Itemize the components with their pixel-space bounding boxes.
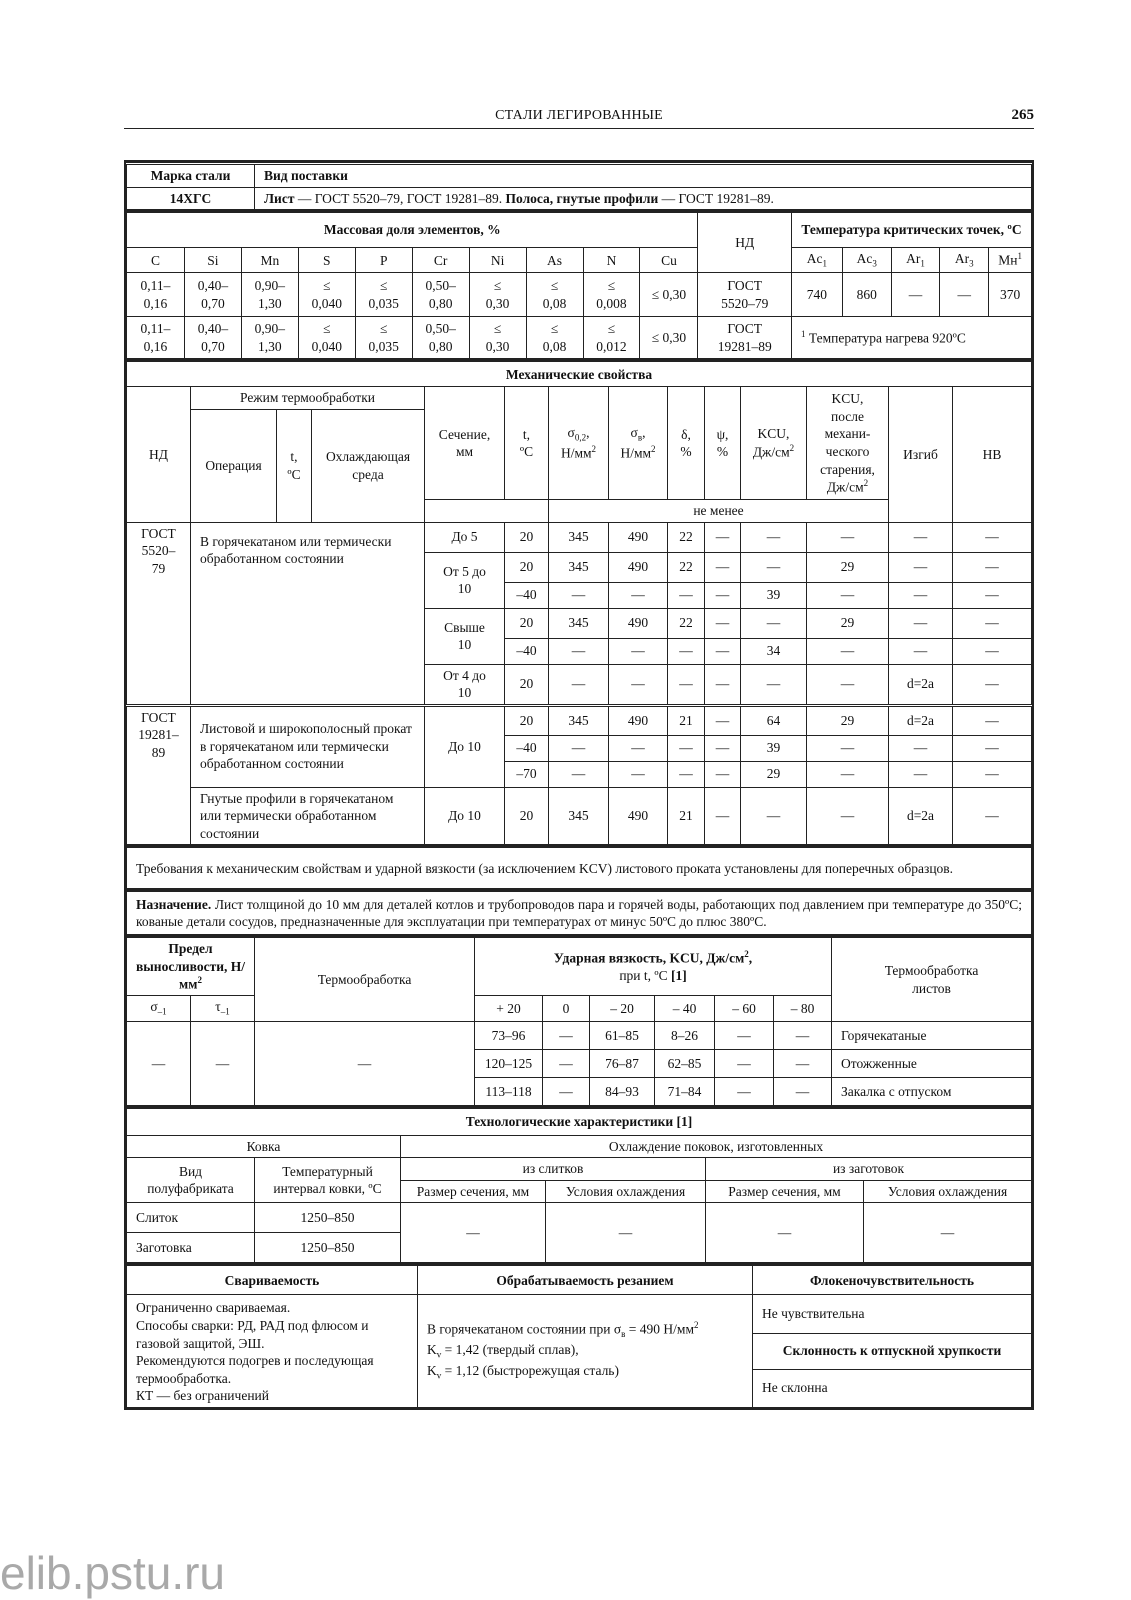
- mech-d-value: —: [668, 664, 705, 705]
- impact-value: 76–87: [590, 1049, 655, 1077]
- mech-bend-value: d=2a: [889, 705, 953, 735]
- steel-card: [124, 162, 1034, 1410]
- mech-bend-value: —: [889, 608, 953, 638]
- mech-sb-value: —: [609, 638, 668, 664]
- sigma02-unit-exp: 2: [591, 444, 597, 455]
- element-value: ≤ 0,008: [583, 273, 640, 317]
- sheet-heat-header: Термообработка листов: [832, 937, 1032, 1022]
- kcu-impact-subtitle: при t, ºС: [619, 968, 671, 984]
- tech-row-name: Заготовка: [127, 1233, 255, 1263]
- ingot-size-value: —: [401, 1203, 546, 1263]
- element-value: ≤ 0,040: [298, 273, 355, 317]
- critical-point-symbol: Ar: [906, 251, 921, 267]
- supply-text-run: Полоса, гнутые профили: [505, 190, 659, 206]
- mechanical-block: [124, 359, 1034, 847]
- critical-point-symbol: Ac: [856, 251, 873, 267]
- regime-text: Листовой и широкополосный прокат в горячекатаном или термически обработанном состоянии: [191, 705, 425, 787]
- element-header: C: [127, 248, 185, 273]
- mech-psi-value: —: [705, 735, 741, 761]
- tau-subscript: –1: [220, 1007, 230, 1018]
- mech-nd-header: НД: [127, 387, 191, 522]
- supply-text: [255, 187, 1032, 210]
- endurance-exp: 2: [197, 975, 202, 986]
- section-value: До 10: [425, 705, 505, 787]
- mech-sb-value: —: [609, 582, 668, 608]
- mech-d-value: —: [668, 761, 705, 787]
- sigmab-header: $\sigma_в$, $Н/мм^2$: [609, 387, 668, 500]
- kcu-header-exp: 2: [789, 442, 795, 453]
- sigma-minus1-header: [127, 996, 191, 1021]
- composition-nd-header: НД: [698, 212, 792, 273]
- impact-value: —: [715, 1021, 774, 1049]
- tau-minus1-value: —: [191, 1021, 255, 1105]
- mech-sb-value: 490: [609, 552, 668, 582]
- mech-hb-value: —: [953, 608, 1032, 638]
- element-value: ≤ 0,08: [526, 273, 583, 317]
- machinability-text: [418, 1295, 753, 1407]
- sheet-treatment-value: Горячекатаные: [832, 1021, 1032, 1049]
- critical-point-value: 860: [842, 273, 891, 317]
- hb-header: НВ: [953, 387, 1032, 522]
- running-title: СТАЛИ ЛЕГИРОВАННЫЕ: [495, 108, 663, 123]
- element-header: S: [298, 248, 355, 273]
- kcu-aged-header-exp: 2: [863, 478, 869, 489]
- page-number: 265: [1011, 107, 1034, 123]
- flake-text: Не чувствительна: [753, 1295, 1032, 1333]
- tech-row-name: Слиток: [127, 1203, 255, 1233]
- test-temp-value: –70: [505, 761, 549, 787]
- kcu-header-text: KCU, Дж/см: [752, 426, 790, 460]
- critical-points-title: Температура критических точек, ºС: [791, 212, 1031, 248]
- mech-psi-value: —: [705, 664, 741, 705]
- impact-value: —: [543, 1077, 590, 1105]
- regime-text: Гнутые профили в горячекатаном или термически обработанном состоянии: [191, 787, 425, 845]
- mech-kcu-aged-value: —: [807, 787, 889, 845]
- regime-temp-header: t, ºС: [277, 410, 312, 523]
- element-header: Cr: [412, 248, 469, 273]
- element-value: ≤ 0,30: [640, 273, 698, 317]
- critical-point-subscript: 1: [822, 258, 828, 269]
- purpose-text: [127, 891, 1032, 935]
- mechanical-title: Механические свойства: [127, 361, 1032, 387]
- kcu-impact-title: Ударная вязкость, KCU, Дж/см: [553, 950, 745, 966]
- test-temp-value: –40: [505, 735, 549, 761]
- grade-value: 14ХГС: [127, 187, 255, 210]
- sigmab-unit-exp: 2: [651, 444, 656, 455]
- footnote-mark: 1: [800, 328, 806, 339]
- mech-d-value: —: [668, 582, 705, 608]
- mech-bend-value: d=2a: [889, 664, 953, 705]
- mech-hb-value: —: [953, 552, 1032, 582]
- supply-text-run: — ГОСТ 19281–89.: [658, 190, 774, 206]
- impact-value: 8–26: [655, 1021, 715, 1049]
- mech-kcu-value: 34: [741, 638, 807, 664]
- mech-s02-value: 345: [549, 787, 609, 845]
- ingot-size-header: Размер сечения, мм: [401, 1180, 546, 1203]
- mech-kcu-value: 64: [741, 705, 807, 735]
- from-billets-header: из заготовок: [706, 1158, 1032, 1181]
- section-value: От 5 до 10: [425, 552, 505, 608]
- mech-bend-value: —: [889, 522, 953, 552]
- mech-hb-value: —: [953, 638, 1032, 664]
- mech-kcu-aged-value: —: [807, 582, 889, 608]
- billet-size-header: Размер сечения, мм: [706, 1180, 864, 1203]
- impact-value: —: [774, 1021, 832, 1049]
- tech-block: [124, 1106, 1034, 1266]
- not-less-label: не менее: [549, 500, 889, 523]
- purpose-block: [124, 889, 1034, 937]
- test-temp-value: –40: [505, 582, 549, 608]
- heat-treatment-header: Термообработка: [255, 937, 475, 1022]
- impact-temp-header: – 80: [774, 996, 832, 1021]
- sigma-symbol: σ: [150, 999, 158, 1015]
- test-temp-value: 20: [505, 705, 549, 735]
- supply-label: Вид поставки: [255, 164, 1032, 188]
- kcu-impact-ref: [1]: [670, 968, 687, 984]
- endurance-header: [127, 937, 255, 996]
- composition-title: Массовая доля элементов, %: [127, 212, 698, 248]
- operation-header: Операция: [191, 410, 277, 523]
- impact-value: —: [543, 1049, 590, 1077]
- mech-bend-value: —: [889, 582, 953, 608]
- mechanical-note-block: [124, 845, 1034, 891]
- mech-hb-value: —: [953, 582, 1032, 608]
- mech-kcu-value: —: [741, 552, 807, 582]
- section-header: Сечение, мм: [425, 387, 505, 500]
- element-header: As: [526, 248, 583, 273]
- critical-point-header: [842, 248, 891, 273]
- forging-header: Ковка: [127, 1135, 401, 1158]
- element-value: 0,11– 0,16: [127, 317, 185, 359]
- heat-treatment-value: —: [255, 1021, 475, 1105]
- sheet-treatment-value: Отожженные: [832, 1049, 1032, 1077]
- impact-value: 73–96: [475, 1021, 543, 1049]
- temp-interval-header: Температурный интервал ковки, ºС: [255, 1158, 401, 1203]
- impact-value: 113–118: [475, 1077, 543, 1105]
- impact-block: [124, 935, 1034, 1108]
- ingot-cond-header: Условия охлаждения: [546, 1180, 706, 1203]
- element-header: N: [583, 248, 640, 273]
- mech-psi-value: —: [705, 552, 741, 582]
- mech-sb-value: 490: [609, 522, 668, 552]
- mech-s02-value: 345: [549, 705, 609, 735]
- sigmab-subscript: в: [637, 432, 643, 443]
- section-value: Свыше 10: [425, 608, 505, 664]
- element-value: 0,11– 0,16: [127, 273, 185, 317]
- mech-psi-value: —: [705, 582, 741, 608]
- mech-d-value: 22: [668, 522, 705, 552]
- sigma02-subscript: 0,2: [574, 432, 587, 443]
- mech-s02-value: —: [549, 638, 609, 664]
- mech-bend-value: —: [889, 552, 953, 582]
- impact-value: —: [774, 1077, 832, 1105]
- mech-bend-value: —: [889, 735, 953, 761]
- mech-sb-value: —: [609, 664, 668, 705]
- mech-psi-value: —: [705, 761, 741, 787]
- test-temp-value: 20: [505, 787, 549, 845]
- sigma-b-sub: в: [621, 1329, 626, 1340]
- mechanical-note: Требования к механическим свойствам и ударной вязкости (за исключением KCV) листового проката установлены для поперечных образцов.: [127, 847, 1032, 889]
- mech-nd-gost-19281: ГОСТ 19281– 89: [127, 705, 191, 845]
- mech-kcu-aged-value: 29: [807, 552, 889, 582]
- impact-temp-header: 0: [543, 996, 590, 1021]
- element-value: ≤ 0,30: [640, 317, 698, 359]
- running-header: [124, 106, 1034, 129]
- billet-cond-header: Условия охлаждения: [864, 1180, 1032, 1203]
- mech-psi-value: —: [705, 638, 741, 664]
- sigma-subscript: –1: [157, 1007, 167, 1018]
- mech-kcu-aged-value: 29: [807, 608, 889, 638]
- element-value: ≤ 0,035: [355, 273, 412, 317]
- k-subscript: v: [436, 1349, 442, 1360]
- supply-text-run: — ГОСТ 5520–79, ГОСТ 19281–89.: [294, 190, 506, 206]
- tech-row-range: 1250–850: [255, 1233, 401, 1263]
- element-header: P: [355, 248, 412, 273]
- machinability-title: Обрабатываемость резанием: [418, 1265, 753, 1295]
- semi-product-header: Вид полуфабриката: [127, 1158, 255, 1203]
- composition-nd: ГОСТ 19281–89: [698, 317, 792, 359]
- machinability-line-2: = 1,42 (твердый сплав),: [441, 1342, 579, 1358]
- mech-hb-value: —: [953, 761, 1032, 787]
- blank-header-cell: [425, 500, 549, 523]
- tech-row-range: 1250–850: [255, 1203, 401, 1233]
- mech-kcu-value: —: [741, 664, 807, 705]
- element-header: Cu: [640, 248, 698, 273]
- element-value: ≤ 0,035: [355, 317, 412, 359]
- mech-kcu-value: 39: [741, 582, 807, 608]
- mech-psi-value: —: [705, 705, 741, 735]
- test-temp-value: 20: [505, 664, 549, 705]
- sigmab-symbol: σ: [630, 425, 638, 441]
- element-header: Mn: [241, 248, 298, 273]
- machinability-value: = 490 Н/мм: [625, 1321, 694, 1337]
- element-value: 0,40– 0,70: [184, 317, 241, 359]
- grade-label: Марка стали: [127, 164, 255, 188]
- element-value: ≤ 0,012: [583, 317, 640, 359]
- critical-point-subscript: 3: [969, 258, 974, 269]
- kcu-impact-exp: 2: [744, 949, 749, 960]
- watermark: elib.pstu.ru: [0, 1547, 226, 1599]
- mech-sb-value: —: [609, 761, 668, 787]
- mech-kcu-aged-value: —: [807, 638, 889, 664]
- grade-block: [124, 160, 1034, 212]
- mech-d-value: 22: [668, 608, 705, 638]
- mech-hb-value: —: [953, 735, 1032, 761]
- critical-point-symbol: Ac: [806, 251, 823, 267]
- element-value: ≤ 0,30: [469, 273, 526, 317]
- mech-sb-value: —: [609, 735, 668, 761]
- cooling-header: Охлаждение поковок, изготовленных: [401, 1135, 1032, 1158]
- sigmab-unit: Н/мм: [620, 445, 652, 461]
- mech-kcu-value: —: [741, 608, 807, 638]
- critical-point-header: [791, 248, 842, 273]
- mech-hb-value: —: [953, 522, 1032, 552]
- sigma02-header: $\sigma_{0,2}$, $Н/мм^2$: [549, 387, 609, 500]
- purpose-label: Назначение.: [136, 896, 212, 912]
- mech-psi-value: —: [705, 787, 741, 845]
- critical-point-symbol: Мн: [998, 252, 1018, 268]
- endurance-label: Предел выносливости, Н/мм: [135, 941, 246, 992]
- mech-hb-value: —: [953, 787, 1032, 845]
- mech-s02-value: —: [549, 761, 609, 787]
- kcu-impact-header: Ударная вязкость, KCU, $Дж/см^2$, при t, ºС [1]: [475, 937, 832, 996]
- regime-header: Режим термообработки: [191, 387, 425, 410]
- mech-kcu-value: —: [741, 787, 807, 845]
- mech-s02-value: 345: [549, 608, 609, 638]
- test-temp-value: 20: [505, 522, 549, 552]
- purpose-body: Лист толщиной до 10 мм для деталей котлов и трубопроводов пара и горячей воды, работающих под давлением при температуре до 350ºС; кованые детали сосудов, предназначенные для эксплуатации при температурах от минус 50ºС до плюс 380ºС.: [136, 896, 1022, 930]
- mech-kcu-value: 29: [741, 761, 807, 787]
- critical-point-value: 740: [791, 273, 842, 317]
- mech-bend-value: —: [889, 638, 953, 664]
- impact-value: 71–84: [655, 1077, 715, 1105]
- element-value: 0,50– 0,80: [412, 317, 469, 359]
- sigma-minus1-value: —: [127, 1021, 191, 1105]
- section-value: От 4 до 10: [425, 664, 505, 705]
- mech-s02-value: 345: [549, 552, 609, 582]
- mech-s02-value: —: [549, 735, 609, 761]
- mech-d-value: —: [668, 735, 705, 761]
- critical-point-value: —: [940, 273, 989, 317]
- impact-temp-header: – 20: [590, 996, 655, 1021]
- mech-psi-value: —: [705, 608, 741, 638]
- impact-value: 120–125: [475, 1049, 543, 1077]
- composition-nd: ГОСТ 5520–79: [698, 273, 792, 317]
- critical-point-symbol: Ar: [954, 251, 970, 267]
- element-value: 0,90– 1,30: [241, 273, 298, 317]
- mech-d-value: 22: [668, 552, 705, 582]
- element-value: 0,40– 0,70: [184, 273, 241, 317]
- mech-s02-value: —: [549, 664, 609, 705]
- tech-title: Технологические характеристики [1]: [127, 1107, 1032, 1135]
- mech-kcu-value: 39: [741, 735, 807, 761]
- impact-value: —: [715, 1077, 774, 1105]
- supply-text-run: Лист: [264, 190, 295, 206]
- mech-psi-value: —: [705, 522, 741, 552]
- mech-d-value: 21: [668, 787, 705, 845]
- temper-brittleness-title: Склонность к отпускной хрупкости: [753, 1333, 1032, 1369]
- sheet-treatment-value: Закалка с отпуском: [832, 1077, 1032, 1105]
- critical-point-superscript: 1: [1017, 251, 1022, 262]
- impact-value: —: [774, 1049, 832, 1077]
- element-value: 0,90– 1,30: [241, 317, 298, 359]
- element-value: 0,50– 0,80: [412, 273, 469, 317]
- weldability-text: Ограниченно свариваемая. Способы сварки: РД, РАД под флюсом и газовой защитой, ЭШ. Рекомендуются подогрев и последующая термообработка. КТ — без ограничений: [127, 1295, 418, 1407]
- properties-block: [124, 1263, 1034, 1409]
- weldability-title: Свариваемость: [127, 1265, 418, 1295]
- critical-point-subscript: 3: [872, 258, 877, 269]
- impact-temp-header: – 40: [655, 996, 715, 1021]
- sigma02-unit: Н/мм: [560, 445, 592, 461]
- tau-minus1-header: [191, 996, 255, 1021]
- critical-point-header: [989, 248, 1032, 273]
- element-header: Ni: [469, 248, 526, 273]
- critical-point-subscript: 1: [920, 258, 925, 269]
- composition-footnote: [791, 317, 1031, 359]
- regime-text: В горячекатаном или термически обработанном состоянии: [191, 522, 425, 705]
- impact-value: —: [543, 1021, 590, 1049]
- mech-kcu-aged-value: 29: [807, 705, 889, 735]
- mech-bend-value: d=2a: [889, 787, 953, 845]
- billet-size-value: —: [706, 1203, 864, 1263]
- psi-header: ψ, %: [705, 387, 741, 500]
- mech-sb-value: 490: [609, 705, 668, 735]
- mech-s02-value: —: [549, 582, 609, 608]
- test-temp-value: –40: [505, 638, 549, 664]
- k-subscript: v: [436, 1370, 442, 1381]
- section-value: До 10: [425, 787, 505, 845]
- tau-symbol: τ: [215, 999, 221, 1015]
- ingot-cond-value: —: [546, 1203, 706, 1263]
- critical-point-value: —: [891, 273, 940, 317]
- mech-d-value: 21: [668, 705, 705, 735]
- kcu-aged-header: [807, 387, 889, 500]
- mech-kcu-aged-value: —: [807, 761, 889, 787]
- impact-value: 84–93: [590, 1077, 655, 1105]
- mech-kcu-aged-value: —: [807, 664, 889, 705]
- mech-hb-value: —: [953, 664, 1032, 705]
- impact-value: 61–85: [590, 1021, 655, 1049]
- mech-kcu-aged-value: —: [807, 735, 889, 761]
- mech-sb-value: 490: [609, 608, 668, 638]
- element-value: ≤ 0,08: [526, 317, 583, 359]
- critical-point-header: [891, 248, 940, 273]
- mech-sb-value: 490: [609, 787, 668, 845]
- test-temp-value: 20: [505, 608, 549, 638]
- mech-nd-gost-5520: ГОСТ 5520– 79: [127, 522, 191, 705]
- element-value: ≤ 0,30: [469, 317, 526, 359]
- mech-kcu-value: —: [741, 522, 807, 552]
- mech-d-value: —: [668, 638, 705, 664]
- element-value: ≤ 0,040: [298, 317, 355, 359]
- impact-value: 62–85: [655, 1049, 715, 1077]
- footnote-text: Температура нагрева 920ºС: [805, 330, 966, 346]
- section-value: До 5: [425, 522, 505, 552]
- k-symbol: K: [427, 1342, 437, 1358]
- sigma02-symbol: σ: [567, 425, 575, 441]
- critical-point-value: 370: [989, 273, 1032, 317]
- kcu-aged-header-text: KCU, после механи- ческого старения, Дж/см: [820, 391, 875, 495]
- billet-cond-value: —: [864, 1203, 1032, 1263]
- kcu-header: [741, 387, 807, 500]
- temper-brittleness-text: Не склонна: [753, 1369, 1032, 1407]
- element-header: Si: [184, 248, 241, 273]
- mech-bend-value: —: [889, 761, 953, 787]
- bend-header: Изгиб: [889, 387, 953, 522]
- machinability-unit-exp: 2: [693, 1320, 699, 1331]
- machinability-line-3: = 1,12 (быстрорежущая сталь): [441, 1362, 619, 1378]
- mech-s02-value: 345: [549, 522, 609, 552]
- impact-temp-header: – 60: [715, 996, 774, 1021]
- from-ingots-header: из слитков: [401, 1158, 706, 1181]
- critical-point-header: [940, 248, 989, 273]
- cooling-medium-header: Охлаждающая среда: [312, 410, 425, 523]
- impact-temp-header: + 20: [475, 996, 543, 1021]
- delta-header: δ, %: [668, 387, 705, 500]
- test-temp-value: 20: [505, 552, 549, 582]
- machinability-line-1: В горячекатаном состоянии при σ: [427, 1321, 622, 1337]
- k-symbol: K: [427, 1362, 437, 1378]
- mech-hb-value: —: [953, 705, 1032, 735]
- composition-block: [124, 210, 1034, 361]
- mech-kcu-aged-value: —: [807, 522, 889, 552]
- impact-value: —: [715, 1049, 774, 1077]
- flake-title: Флокеночувствительность: [753, 1265, 1032, 1295]
- test-temp-header: t, ºС: [505, 387, 549, 500]
